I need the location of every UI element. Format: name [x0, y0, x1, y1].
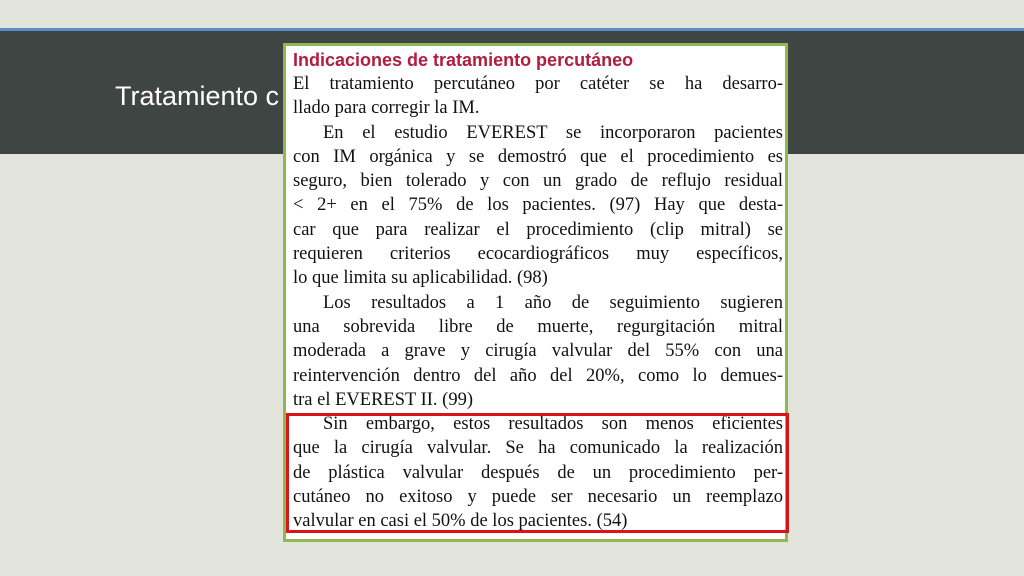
- document-line: Los resultados a 1 año de seguimiento sugieren: [323, 292, 783, 313]
- document-line: lo que limita su aplicabilidad. (98): [293, 268, 548, 289]
- document-line: reintervención dentro del año del 20%, como lo demues-: [293, 365, 783, 386]
- document-line: con IM orgánica y se demostró que el procedimiento es: [293, 146, 783, 167]
- document-line: En el estudio EVEREST se incorporaron pacientes: [323, 122, 783, 143]
- document-image-frame: [283, 43, 788, 542]
- document-line: que la cirugía valvular. Se ha comunicado la realización: [293, 438, 783, 459]
- document-line: requieren criterios ecocardiográficos muy específicos,: [293, 244, 783, 265]
- document-line: El tratamiento percutáneo por catéter se ha desarro-: [293, 74, 783, 94]
- document-line: Sin embargo, estos resultados son menos eficientes: [323, 414, 783, 435]
- document-line: cutáneo no exitoso y puede ser necesario un reemplazo: [293, 487, 783, 508]
- document-line: de plástica valvular después de un procedimiento per-: [293, 462, 783, 483]
- document-line: una sobrevida libre de muerte, regurgitación mitral: [293, 316, 783, 337]
- document-line: valvular en casi el 50% de los pacientes. (54): [293, 511, 628, 532]
- document-line: tra el EVEREST II. (99): [293, 389, 473, 410]
- document-text: [293, 50, 783, 534]
- document-line: moderada a grave y cirugía valvular del 55% con una: [293, 341, 783, 362]
- slide-title: Tratamiento c: [115, 81, 280, 111]
- document-line: seguro, bien tolerado y con un grado de reflujo residual: [293, 171, 783, 192]
- document-line: < 2+ en el 75% de los pacientes. (97) Hay que desta-: [293, 195, 783, 216]
- document-heading: Indicaciones de tratamiento percutáneo: [293, 50, 634, 70]
- document-line: car que para realizar el procedimiento (clip mitral) se: [293, 219, 783, 240]
- document-line: llado para corregir la IM.: [293, 98, 480, 119]
